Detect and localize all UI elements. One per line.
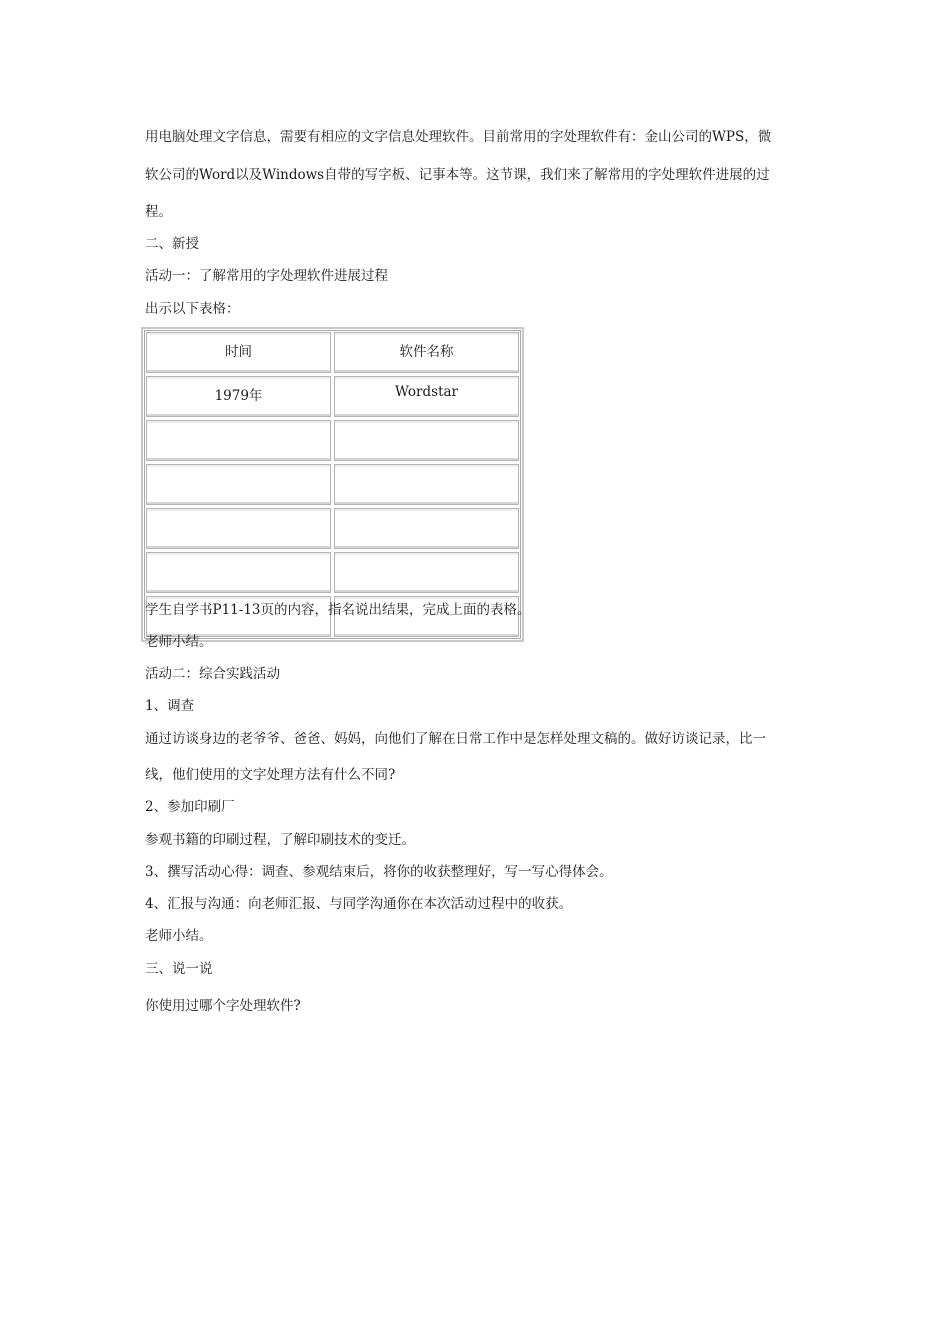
table-row xyxy=(146,376,519,417)
activity-one-title: 活动一：了解常用的字处理软件进展过程 xyxy=(145,268,388,284)
item-2-title: 2、参加印刷厂 xyxy=(145,799,235,815)
table-row xyxy=(146,464,519,505)
table-cell-software xyxy=(334,464,519,505)
header-cell-software-name: 软件名称 xyxy=(334,332,519,373)
item-1-text-line-1: 通过访谈身边的老爷爷、爸爸、妈妈，向他们了解在日常工作中是怎样处理文稿的。做好访谈记录，比一 xyxy=(145,731,766,747)
after-table-text: 学生自学书P11-13页的内容，指名说出结果，完成上面的表格。 xyxy=(145,602,531,618)
table-cell-time xyxy=(146,508,331,549)
activity-two-title: 活动二：综合实践活动 xyxy=(145,666,280,682)
table-row xyxy=(146,420,519,461)
intro-line-3: 程。 xyxy=(145,204,172,220)
software-history-table xyxy=(141,327,524,642)
teacher-summary-2: 老师小结。 xyxy=(145,928,213,944)
item-1-text-line-2: 线，他们使用的文字处理方法有什么不同? xyxy=(145,767,396,783)
section-heading-discussion: 三、说一说 xyxy=(145,961,213,977)
item-3-text: 3、撰写活动心得：调查、参观结束后，将你的收获整理好，写一写心得体会。 xyxy=(145,864,613,880)
table-cell-software xyxy=(334,420,519,461)
table-cell-time xyxy=(146,552,331,593)
question-text: 你使用过哪个字处理软件? xyxy=(145,998,301,1014)
item-2-text: 参观书籍的印刷过程，了解印刷技术的变迁。 xyxy=(145,832,415,848)
intro-line-1: 用电脑处理文字信息，需要有相应的文字信息处理软件。目前常用的字处理软件有：金山公司的WPS，微 xyxy=(145,129,772,145)
table-row xyxy=(146,508,519,549)
intro-line-2: 软公司的Word以及Windows自带的写字板、记事本等。这节课，我们来了解常用的字处理软件进展的过 xyxy=(145,167,770,183)
table-row xyxy=(146,552,519,593)
table-cell-software: Wordstar xyxy=(334,376,519,417)
table-intro-text: 出示以下表格： xyxy=(145,301,240,317)
table-cell-time xyxy=(146,464,331,505)
table-cell-software xyxy=(334,552,519,593)
table-cell-software xyxy=(334,508,519,549)
item-4-text: 4、汇报与沟通：向老师汇报、与同学沟通你在本次活动过程中的收获。 xyxy=(145,896,573,912)
section-heading-new-lesson: 二、新授 xyxy=(145,236,199,252)
teacher-summary-1: 老师小结。 xyxy=(145,634,213,650)
header-cell-time: 时间 xyxy=(146,332,331,373)
table-header-row xyxy=(146,332,519,373)
table-cell-time: 1979年 xyxy=(146,376,331,417)
table-cell-time xyxy=(146,420,331,461)
item-1-title: 1、调查 xyxy=(145,698,195,714)
